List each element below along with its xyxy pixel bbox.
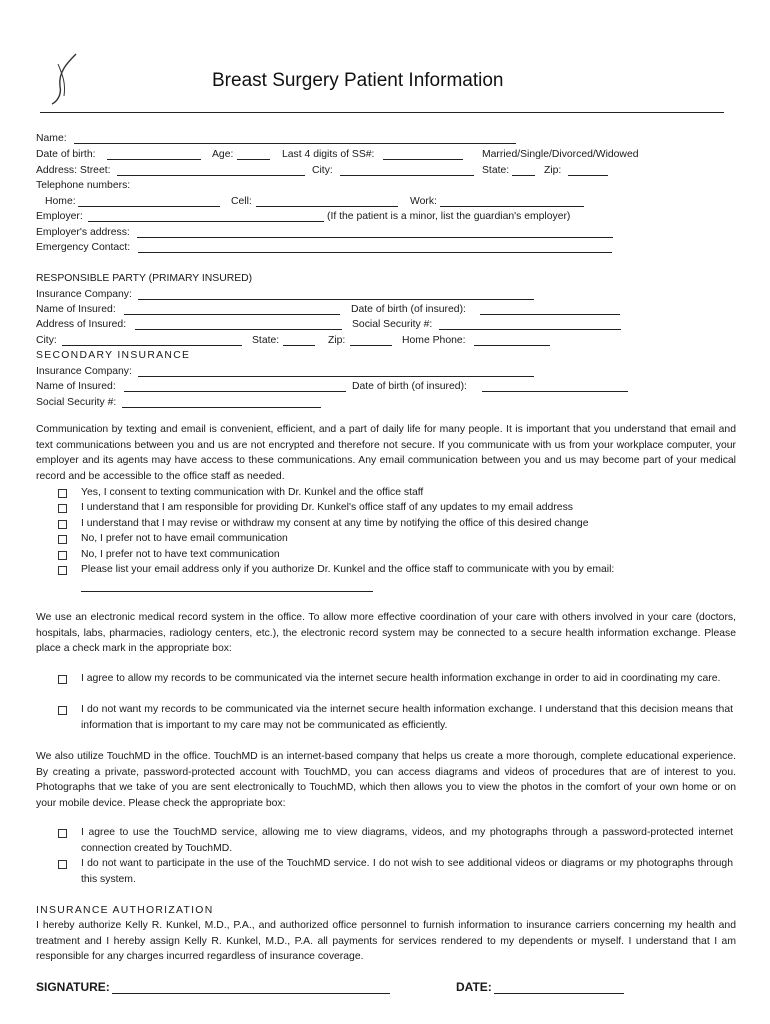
ss4-label: Last 4 digits of SS#: (282, 149, 375, 160)
resp-state-label: State: (252, 335, 280, 346)
sec-company-field[interactable] (138, 376, 534, 377)
sec-ssn-label: Social Security #: (36, 397, 117, 408)
phones-label: Telephone numbers: (36, 180, 131, 191)
resp-ssn-label: Social Security #: (352, 319, 433, 330)
resp-zip-field[interactable] (350, 345, 392, 346)
resp-phone-field[interactable] (474, 345, 550, 346)
dob-field[interactable] (107, 159, 201, 160)
title-rule (40, 112, 724, 113)
option-text-consent: Yes, I consent to texting communication with Dr. Kunkel and the office staff (81, 487, 424, 498)
signature-field[interactable] (112, 993, 390, 994)
checkbox-touchmd-decline[interactable] (58, 860, 67, 869)
resp-city-field[interactable] (62, 345, 242, 346)
logo-icon (46, 50, 88, 108)
resp-dob-label: Date of birth (of insured): (351, 304, 466, 315)
city-field[interactable] (340, 175, 474, 176)
dob-label: Date of birth: (36, 149, 96, 160)
resp-phone-label: Home Phone: (402, 335, 466, 346)
marital-status[interactable]: Married/Single/Divorced/Widowed (482, 149, 639, 160)
address-label: Address: Street: (36, 165, 111, 176)
age-field[interactable] (237, 159, 270, 160)
communication-paragraph: Communication by texting and email is convenient, efficient, and a part of daily life for many people. It is important that you understand that email and text communications between you and us are not encrypted and therefore not secure. If you communicate with us from your workplace computer, your employer and its agents may have access to these communications. Any email communication between you and us may become part of your medical record and be accessible to the office staff as needed. (36, 424, 736, 482)
checkbox-no-email[interactable] (58, 535, 67, 544)
option-touchmd-decline: I do not want to participate in the use of the TouchMD service. I do not wish to see additional videos or diagrams or my photographs through this system. (81, 858, 733, 885)
authorization-paragraph: I hereby authorize Kelly R. Kunkel, M.D., P.A., and authorized office personnel to furnish information to insurance carriers concerning my health and treatment and I hereby assign Kelly R. Kunkel, M.D., P.A. all payments for services rendered to my dependents or myself. I understand that I am responsible for any charges incurred regardless of insurance coverage. (36, 920, 736, 963)
emergency-label: Emergency Contact: (36, 242, 131, 253)
secondary-heading: SECONDARY INSURANCE (36, 350, 191, 361)
resp-ssn-field[interactable] (439, 329, 621, 330)
resp-address-label: Address of Insured: (36, 319, 127, 330)
ss4-field[interactable] (383, 159, 463, 160)
option-email-updates: I understand that I am responsible for providing Dr. Kunkel's office staff of any updates to my email address (81, 502, 573, 513)
responsible-heading: RESPONSIBLE PARTY (PRIMARY INSURED) (36, 273, 253, 284)
checkbox-no-text[interactable] (58, 551, 67, 560)
option-email-address: Please list your email address only if you authorize Dr. Kunkel and the office staff to communicate with you by email: (81, 564, 615, 575)
signature-label: SIGNATURE: (36, 980, 110, 994)
resp-name-field[interactable] (124, 314, 340, 315)
zip-label: Zip: (544, 165, 562, 176)
option-emr-decline: I do not want my records to be communicated via the internet secure health information exchange. I understand that this decision means that information that is important to my care may not be communicated as efficiently. (81, 704, 733, 731)
checkbox-emr-decline[interactable] (58, 706, 67, 715)
resp-company-label: Insurance Company: (36, 289, 132, 300)
work-phone-label: Work: (410, 196, 437, 207)
cell-phone-label: Cell: (231, 196, 252, 207)
email-address-field[interactable] (81, 591, 373, 592)
checkbox-email-address[interactable] (58, 566, 67, 575)
employer-field[interactable] (88, 221, 324, 222)
option-touchmd-agree: I agree to use the TouchMD service, allowing me to view diagrams, videos, and my photographs through a password-protected internet connection created by TouchMD. (81, 827, 733, 854)
emr-paragraph: We use an electronic medical record system in the office. To allow more effective coordination of your care with others involved in your care (doctors, hospitals, labs, pharmacies, radiology centers, etc.), the electronic record system may be connected to a secure health information exchange. Please place a check mark in the appropriate box: (36, 612, 736, 655)
sec-dob-field[interactable] (482, 391, 628, 392)
zip-field[interactable] (568, 175, 608, 176)
name-label: Name: (36, 133, 67, 144)
sec-company-label: Insurance Company: (36, 366, 132, 377)
city-label: City: (312, 165, 333, 176)
touchmd-paragraph: We also utilize TouchMD in the office. TouchMD is an internet-based company that helps us create a more thorough, complete educational experience. By creating a private, password-protected account with TouchMD, you can access diagrams and videos of procedures that are of interest to you. Photographs that we take of you are sent electronically to TouchMD, which then allows you to view the photos in the comfort of your own home or on your mobile device. Please check the appropriate box: (36, 751, 736, 809)
option-withdraw-consent: I understand that I may revise or withdraw my consent at any time by notifying the office of this desired change (81, 518, 589, 529)
emergency-field[interactable] (138, 252, 612, 253)
employer-label: Employer: (36, 211, 83, 222)
checkbox-text-consent[interactable] (58, 489, 67, 498)
resp-zip-label: Zip: (328, 335, 346, 346)
option-emr-agree: I agree to allow my records to be communicated via the internet secure health information exchange in order to aid in coordinating my care. (81, 673, 721, 684)
cell-phone-field[interactable] (256, 206, 398, 207)
home-phone-label: Home: (45, 196, 76, 207)
resp-dob-field[interactable] (480, 314, 620, 315)
date-label: DATE: (456, 980, 492, 994)
resp-city-label: City: (36, 335, 57, 346)
age-label: Age: (212, 149, 234, 160)
checkbox-email-updates[interactable] (58, 504, 67, 513)
state-field[interactable] (512, 175, 535, 176)
work-phone-field[interactable] (440, 206, 584, 207)
home-phone-field[interactable] (78, 206, 220, 207)
date-field[interactable] (494, 993, 624, 994)
resp-company-field[interactable] (138, 299, 534, 300)
employer-note: (If the patient is a minor, list the guardian's employer) (327, 211, 571, 222)
sec-name-label: Name of Insured: (36, 381, 116, 392)
street-field[interactable] (117, 175, 305, 176)
option-no-text: No, I prefer not to have text communication (81, 549, 280, 560)
checkbox-touchmd-agree[interactable] (58, 829, 67, 838)
sec-name-field[interactable] (124, 391, 346, 392)
sec-dob-label: Date of birth (of insured): (352, 381, 467, 392)
page-title: Breast Surgery Patient Information (212, 70, 504, 91)
sec-ssn-field[interactable] (122, 407, 321, 408)
state-label: State: (482, 165, 510, 176)
employer-address-label: Employer's address: (36, 227, 130, 238)
resp-state-field[interactable] (283, 345, 315, 346)
name-field[interactable] (74, 143, 516, 144)
authorization-heading: INSURANCE AUTHORIZATION (36, 905, 214, 916)
resp-address-field[interactable] (135, 329, 342, 330)
resp-name-label: Name of Insured: (36, 304, 116, 315)
option-no-email: No, I prefer not to have email communication (81, 533, 288, 544)
employer-address-field[interactable] (137, 237, 613, 238)
checkbox-withdraw-consent[interactable] (58, 520, 67, 529)
checkbox-emr-agree[interactable] (58, 675, 67, 684)
